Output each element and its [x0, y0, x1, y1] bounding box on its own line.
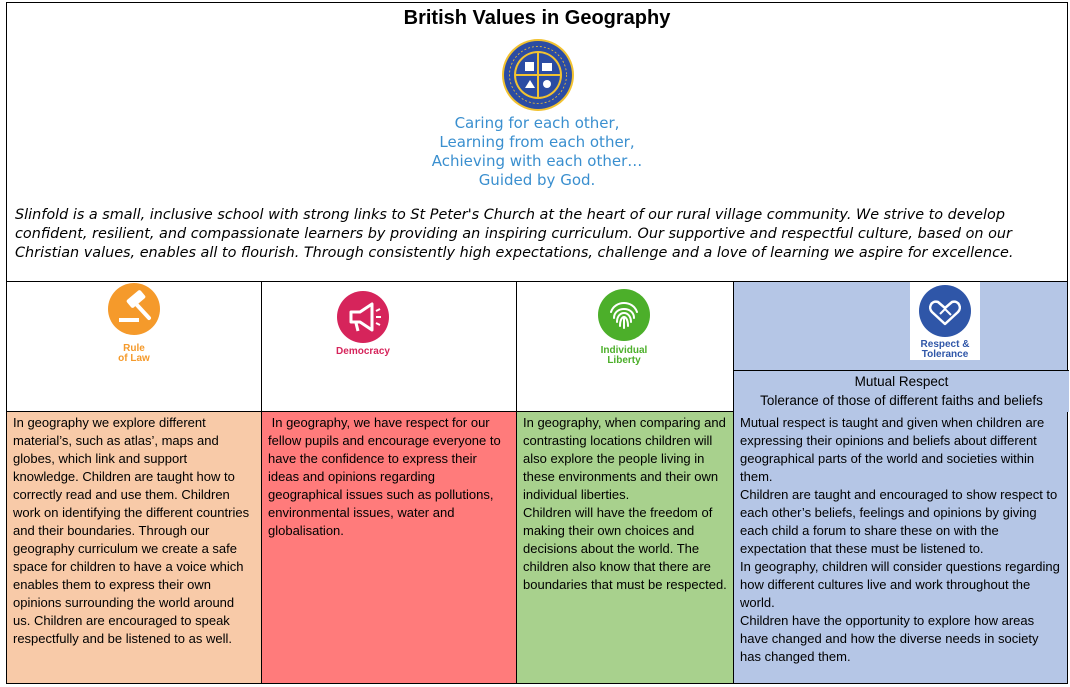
paragraph: Children have the opportunity to explore how areas have changed and how the diverse needs in society has changed them.	[740, 613, 1039, 664]
paragraph: In geography we explore different material’s, such as atlas’, maps and globes, which link and support knowledge. Children are taught how to correctly read and use them. Children work on identifying the different countries and their boundaries. Through our geography curriculum we create a safe space for children to have a voice which enables them to express their own opinions surrounding the world around us. Children are encouraged to speak respectfully and be listened to as well.	[13, 415, 250, 646]
paragraph: In geography, when comparing and contrasting locations children will also explore the people living in these environments and their own individual liberties.	[523, 415, 726, 502]
rule-of-law-cell	[6, 282, 262, 412]
gavel-icon	[107, 282, 161, 336]
intro-paragraph: Slinfold is a small, inclusive school with strong links to St Peter's Church at the heart of our rural village community. We strive to develop confident, resilient, and compassionate learners by providing an inspiring curriculum. Our supportive and respectful culture, based on our Christian values, enables all to flourish. Through consistently high expectations, challenge and a love of learning we aspire for excellence.	[15, 207, 1014, 261]
paragraph: In geography, children will consider questions regarding how different cultures live and work throughout the world.	[740, 559, 1060, 610]
respect-tolerance-cell	[733, 282, 1068, 412]
respect-tolerance-label: Respect & Tolerance	[920, 339, 970, 360]
school-crest-logo	[501, 38, 575, 112]
individual-liberty-label: Individual Liberty	[600, 345, 648, 366]
respect-tolerance-badge	[910, 282, 980, 360]
header-section	[6, 2, 1068, 282]
democracy-text	[261, 412, 517, 684]
mutual-respect-heading: Mutual Respect Tolerance of those of different faiths and beliefs	[734, 370, 1069, 412]
motto-line: Achieving with each other…	[431, 152, 643, 170]
megaphone-icon	[336, 290, 390, 344]
respect-tolerance-text	[733, 412, 1068, 684]
motto-line: Caring for each other,	[454, 114, 620, 132]
handshake-icon	[918, 284, 972, 338]
page-title: British Values in Geography	[403, 7, 671, 29]
rule-of-law-text	[6, 412, 262, 684]
document	[6, 2, 1068, 684]
democracy-label: Democracy	[336, 346, 390, 357]
rule-of-law-badge	[99, 282, 169, 362]
fingerprint-icon	[597, 288, 651, 342]
individual-liberty-text	[516, 412, 734, 684]
paragraph: In geography, we have respect for our fellow pupils and encourage everyone to have the confidence to express their ideas and opinions regarding geographical issues such as pollutions, environmental issues, water and globalisation.	[268, 415, 505, 538]
individual-liberty-cell	[516, 282, 734, 412]
democracy-badge	[328, 282, 398, 362]
motto-line: Learning from each other,	[439, 133, 635, 151]
motto-line: Guided by God.	[478, 171, 596, 189]
school-motto	[7, 114, 1067, 190]
democracy-cell	[261, 282, 517, 412]
rule-of-law-label: Rule of Law	[118, 343, 150, 364]
paragraph: Children are taught and encouraged to show respect to each other’s beliefs, feelings and opinions by giving each child a forum to share these on with the expectation that these must be listened to.	[740, 487, 1058, 556]
values-icon-row	[6, 282, 1068, 412]
values-text-row	[6, 412, 1068, 684]
paragraph: Mutual respect is taught and given when children are expressing their opinions and beliefs about different geographical parts of the world and societies within them.	[740, 415, 1045, 484]
individual-liberty-badge	[589, 282, 659, 370]
paragraph: Children will have the freedom of making their own choices and decisions about the world. The children also know that there are boundaries that must be respected.	[523, 505, 727, 592]
